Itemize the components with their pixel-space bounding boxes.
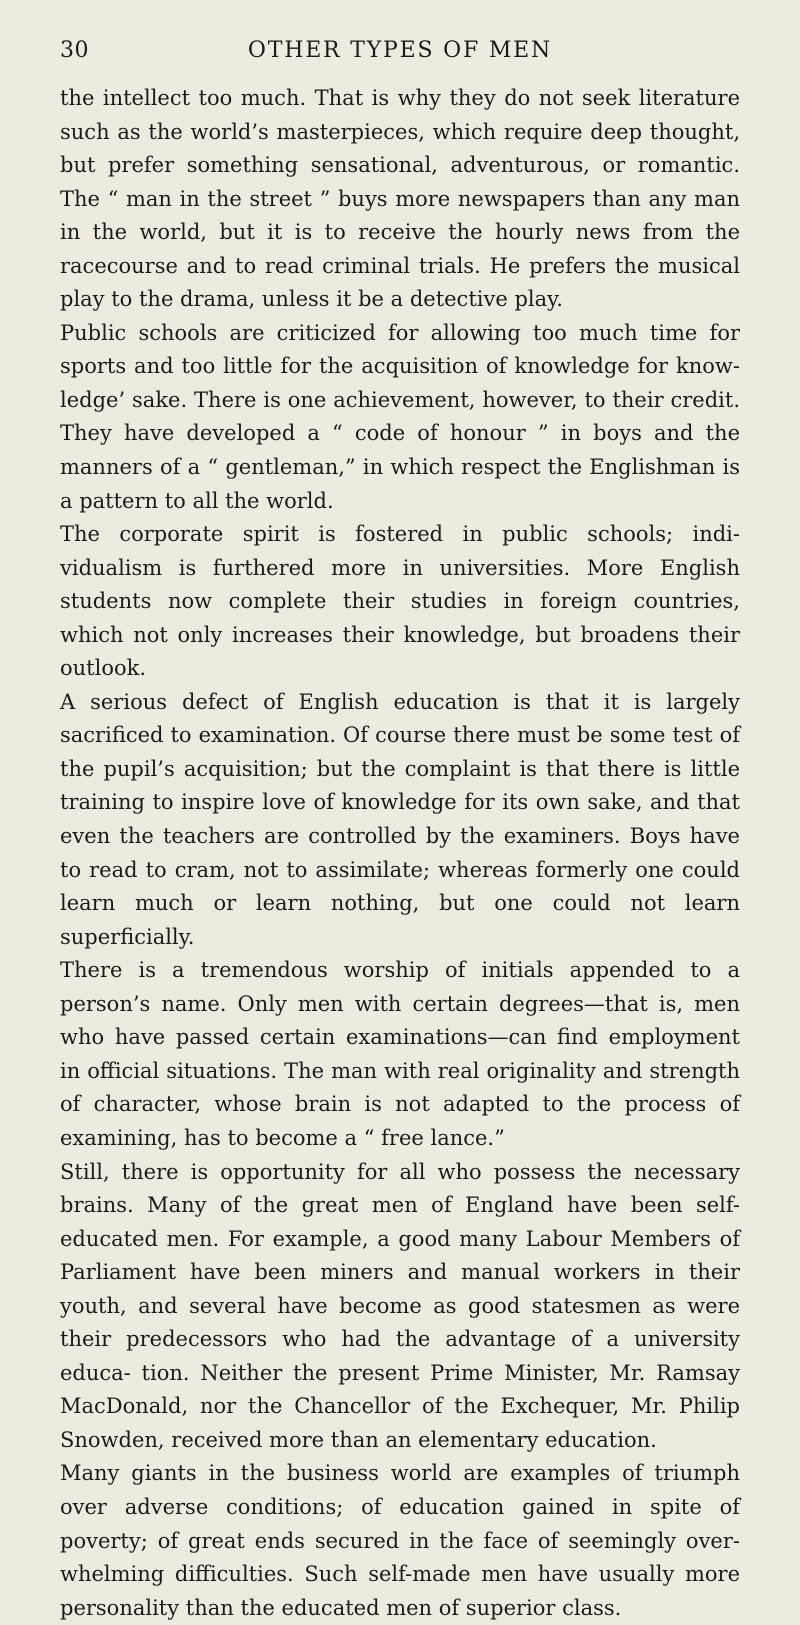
page-number: 30 [60, 38, 89, 63]
body-text [60, 82, 740, 1625]
paragraph: There is a tremendous worship of initials appended to a person’s name. Only men with certain degrees—that is, men who have passed certain examinations—can find employment in official situations. The man with real originality and strength of character, whose brain is not adapted to the process of examining, has to become a “ free lance.” [60, 958, 740, 1150]
chapter-title: OTHER TYPES OF MEN [247, 38, 553, 63]
running-head [60, 38, 740, 62]
paragraph: the intellect too much. That is why they do not seek literature such as the world’s masterpieces, which require deep thought, but prefer something sensational, adventurous, or romantic. The “ man in the street ” buys more newspapers than any man in the world, but it is to receive the hourly news from the racecourse and to read criminal trials. He prefers the musical play to the drama, unless it be a detective play. [60, 86, 740, 312]
paragraph: Many giants in the business world are examples of triumph over adverse conditions; of education gained in spite of poverty; of great ends secured in the face of seemingly over- whelming difficulties. Such self-made men have usually more personality than the educated men of superior class. [60, 1461, 740, 1620]
paragraph: Public schools are criticized for allowing too much time for sports and too little for the acquisition of knowledge for know- ledge’ sake. There is one achievement, however, to their credit. They have developed a “ code of honour ” in boys and the manners of a “ gentleman,” in which respect the Englishman is a pattern to all the world. [60, 320, 740, 513]
paragraph: A serious defect of English education is that it is largely sacrificed to examination. Of course there must be some test of the pupil’s acquisition; but the complaint is that there is little training to inspire love of knowledge for its own sake, and that even the teachers are controlled by the examiners. Boys have to read to cram, not to assimilate; whereas formerly one could learn much or learn nothing, but one could not learn superficially. [60, 689, 740, 949]
paragraph: Still, there is opportunity for all who possess the necessary brains. Many of the great men of England have been self- educated men. For example, a good many Labour Members of Parliament have been miners and manual workers in their youth, and several have become as good statesmen as were their predecessors who had the advantage of a university educa- tion. Neither the present Prime Minister, Mr. Ramsay MacDonald, nor the Chancellor of the Exchequer, Mr. Philip Snowden, received more than an elementary education. [60, 1159, 740, 1452]
paragraph: The corporate spirit is fostered in public schools; indi- vidualism is furthered more in universities. More English students now complete their studies in foreign countries, which not only increases their knowledge, but broadens their outlook. [60, 522, 740, 681]
